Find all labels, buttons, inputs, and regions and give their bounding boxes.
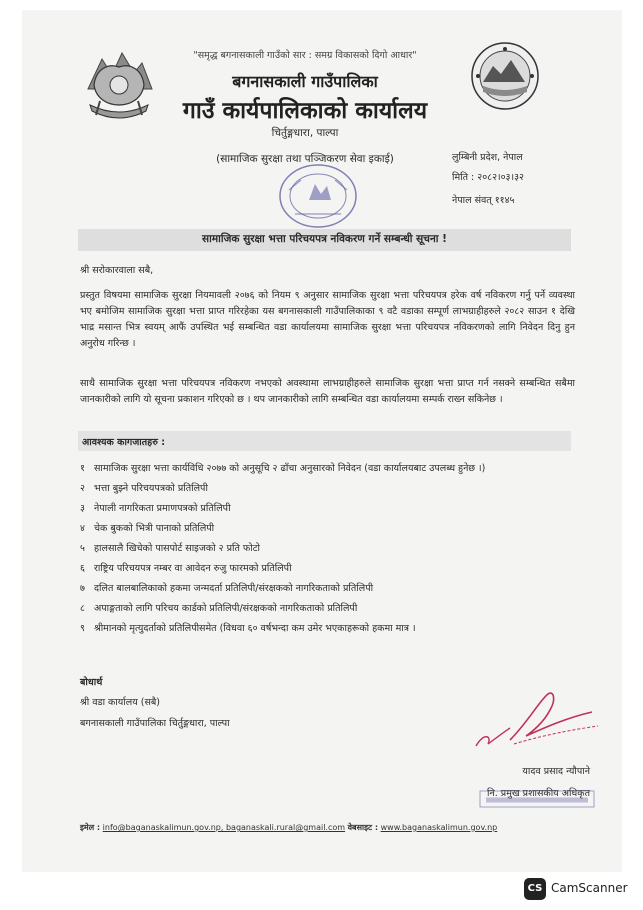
requirements-heading: आवश्यक कागजातहरु : <box>82 437 166 448</box>
province-label: लुम्बिनी प्रदेश, नेपाल <box>452 152 523 163</box>
municipality-logo <box>469 40 541 112</box>
list-item-number: ९ <box>80 623 85 634</box>
list-item <box>80 461 555 476</box>
list-item-text: दलित बालबालिकाको हकमा जन्मदर्ता प्रतिलिपी/संरक्षकको नागरिकताको प्रतिलिपी <box>94 583 374 594</box>
list-item-text: चेक बुकको भित्री पानाको प्रतिलिपी <box>94 523 215 534</box>
office-address: चिर्तुङ्गधारा, पाल्पा <box>271 127 339 139</box>
motto: "समृद्ध बगनासकाली गाउँको सार : समग्र विकासको दिगो आधार" <box>193 50 417 61</box>
list-item-number: ८ <box>80 603 85 614</box>
list-item-text: नेपाली नागरिकता प्रमाणपत्रको प्रतिलिपी <box>94 503 231 514</box>
list-item-text: भत्ता बुझ्ने परिचयपत्रको प्रतिलिपी <box>94 483 208 494</box>
nepal-emblem-logo <box>82 45 156 123</box>
list-item <box>80 601 555 616</box>
contact-footer <box>80 822 580 833</box>
list-item <box>80 561 555 576</box>
website-label: वेबसाइट : <box>347 823 379 832</box>
distribution-heading: बोधार्थ <box>80 677 103 688</box>
list-item-number: १ <box>80 463 85 474</box>
list-item-number: ६ <box>80 563 85 574</box>
unit-name: (सामाजिक सुरक्षा तथा पञ्जिकरण सेवा इकाई) <box>216 153 394 165</box>
list-item <box>80 621 555 636</box>
notice-subject: सामाजिक सुरक्षा भत्ता परिचयपत्र नविकरण गर्ने सम्बन्धी सूचना ! <box>202 233 447 245</box>
requirements-list <box>80 461 555 641</box>
nepal-era-label: नेपाल संवत् ११४५ <box>452 195 515 206</box>
list-item-number: २ <box>80 483 85 494</box>
list-item-text: श्रीमानको मृत्युदर्ताको प्रतिलिपीसमेत (विधवा ६० वर्षभन्दा कम उमेर भएकाहरूको हकमा मात्र । <box>94 623 416 634</box>
list-item-number: ५ <box>80 543 85 554</box>
signatory-name: यादव प्रसाद न्यौपाने <box>522 766 590 777</box>
email-link[interactable]: info@baganaskalimun.gov.np, baganaskali.rural@gmail.com <box>102 823 346 832</box>
list-item-number: ७ <box>80 583 85 594</box>
notice-paragraph-2: साथै सामाजिक सुरक्षा भत्ता परिचयपत्र नविकरण नभएको अवस्थामा लाभग्राहीहरुले सामाजिक सुरक्षा भत्ता प्राप्त गर्न नसक्ने सम्बन्धित सबैमा जानकारीको लागि यो सूचना प्रकाशन गरिएको छ । थप जानकारीको लागि सम्बन्धित वडा कार्यालयमा सम्पर्क राख्न सकिनेछ । <box>80 378 575 405</box>
camscanner-logo-icon: CS <box>524 878 546 900</box>
officer-stamp <box>478 788 596 810</box>
distribution-line-2: बगनासकाली गाउँपालिका चिर्तुङ्गधारा, पाल्पा <box>80 718 230 729</box>
handwritten-signature <box>470 688 600 750</box>
office-seal-stamp <box>275 160 361 232</box>
camscanner-watermark: CamScanner <box>551 881 628 895</box>
website-link[interactable]: www.baganaskalimun.gov.np <box>380 823 498 832</box>
list-item <box>80 581 555 596</box>
list-item-text: हालसालै खिचेको पासपोर्ट साइजको २ प्रति फोटो <box>94 543 260 554</box>
list-item <box>80 481 555 496</box>
list-item <box>80 521 555 536</box>
signatory-title: नि. प्रमुख प्रशासकीय अधिकृत <box>487 788 590 799</box>
email-label: इमेल : <box>80 823 101 832</box>
municipality-name: बगनासकाली गाउँपालिका <box>232 72 378 91</box>
list-item-text: सामाजिक सुरक्षा भत्ता कार्यविधि २०७७ को अनुसूचि २ ढाँचा अनुसारको निवेदन (वडा कार्यालयबाट उपलब्ध हुनेछ ।) <box>94 463 486 474</box>
salutation: श्री सरोकारवाला सबै, <box>80 265 154 276</box>
date-label: मिति : २०८२।०३।३२ <box>452 172 524 183</box>
list-item-number: ४ <box>80 523 85 534</box>
list-item-text: राष्ट्रिय परिचयपत्र नम्बर वा आवेदन रुजु फारमको प्रतिलिपी <box>94 563 292 574</box>
notice-paragraph-1: प्रस्तुत विषयमा सामाजिक सुरक्षा नियमावली २०७६ को नियम ९ अनुसार सामाजिक सुरक्षा भत्ता परिचयपत्र हरेक वर्ष नविकरण गर्नु पर्ने व्यवस्था भए बमोजिम सामाजिक सुरक्षा भत्ता प्राप्त गरिरहेका यस बगनासकाली गाउँपालिकाका ९ वटै वडाका सम्पूर्ण लाभग्राहीहरुले २०८२ साउन १ देखि भाद्र मसान्त भित्र स्वयम् आफैं उपस्थित भई सम्बन्धित वडा कार्यालयमा सामाजिक सुरक्षा भत्ता परिचयपत्र नविकरणको लागि निवेदन दिनु हुन अनुरोध गरिन्छ । <box>80 290 575 349</box>
list-item-text: अपाङ्गताको लागि परिचय कार्डको प्रतिलिपी/संरक्षकको नागरिकताको प्रतिलिपी <box>94 603 358 614</box>
distribution-line-1: श्री वडा कार्यालय (सबै) <box>80 697 161 708</box>
office-title: गाउँ कार्यपालिकाको कार्यालय <box>182 98 428 124</box>
list-item-number: ३ <box>80 503 85 514</box>
list-item <box>80 501 555 516</box>
list-item <box>80 541 555 556</box>
